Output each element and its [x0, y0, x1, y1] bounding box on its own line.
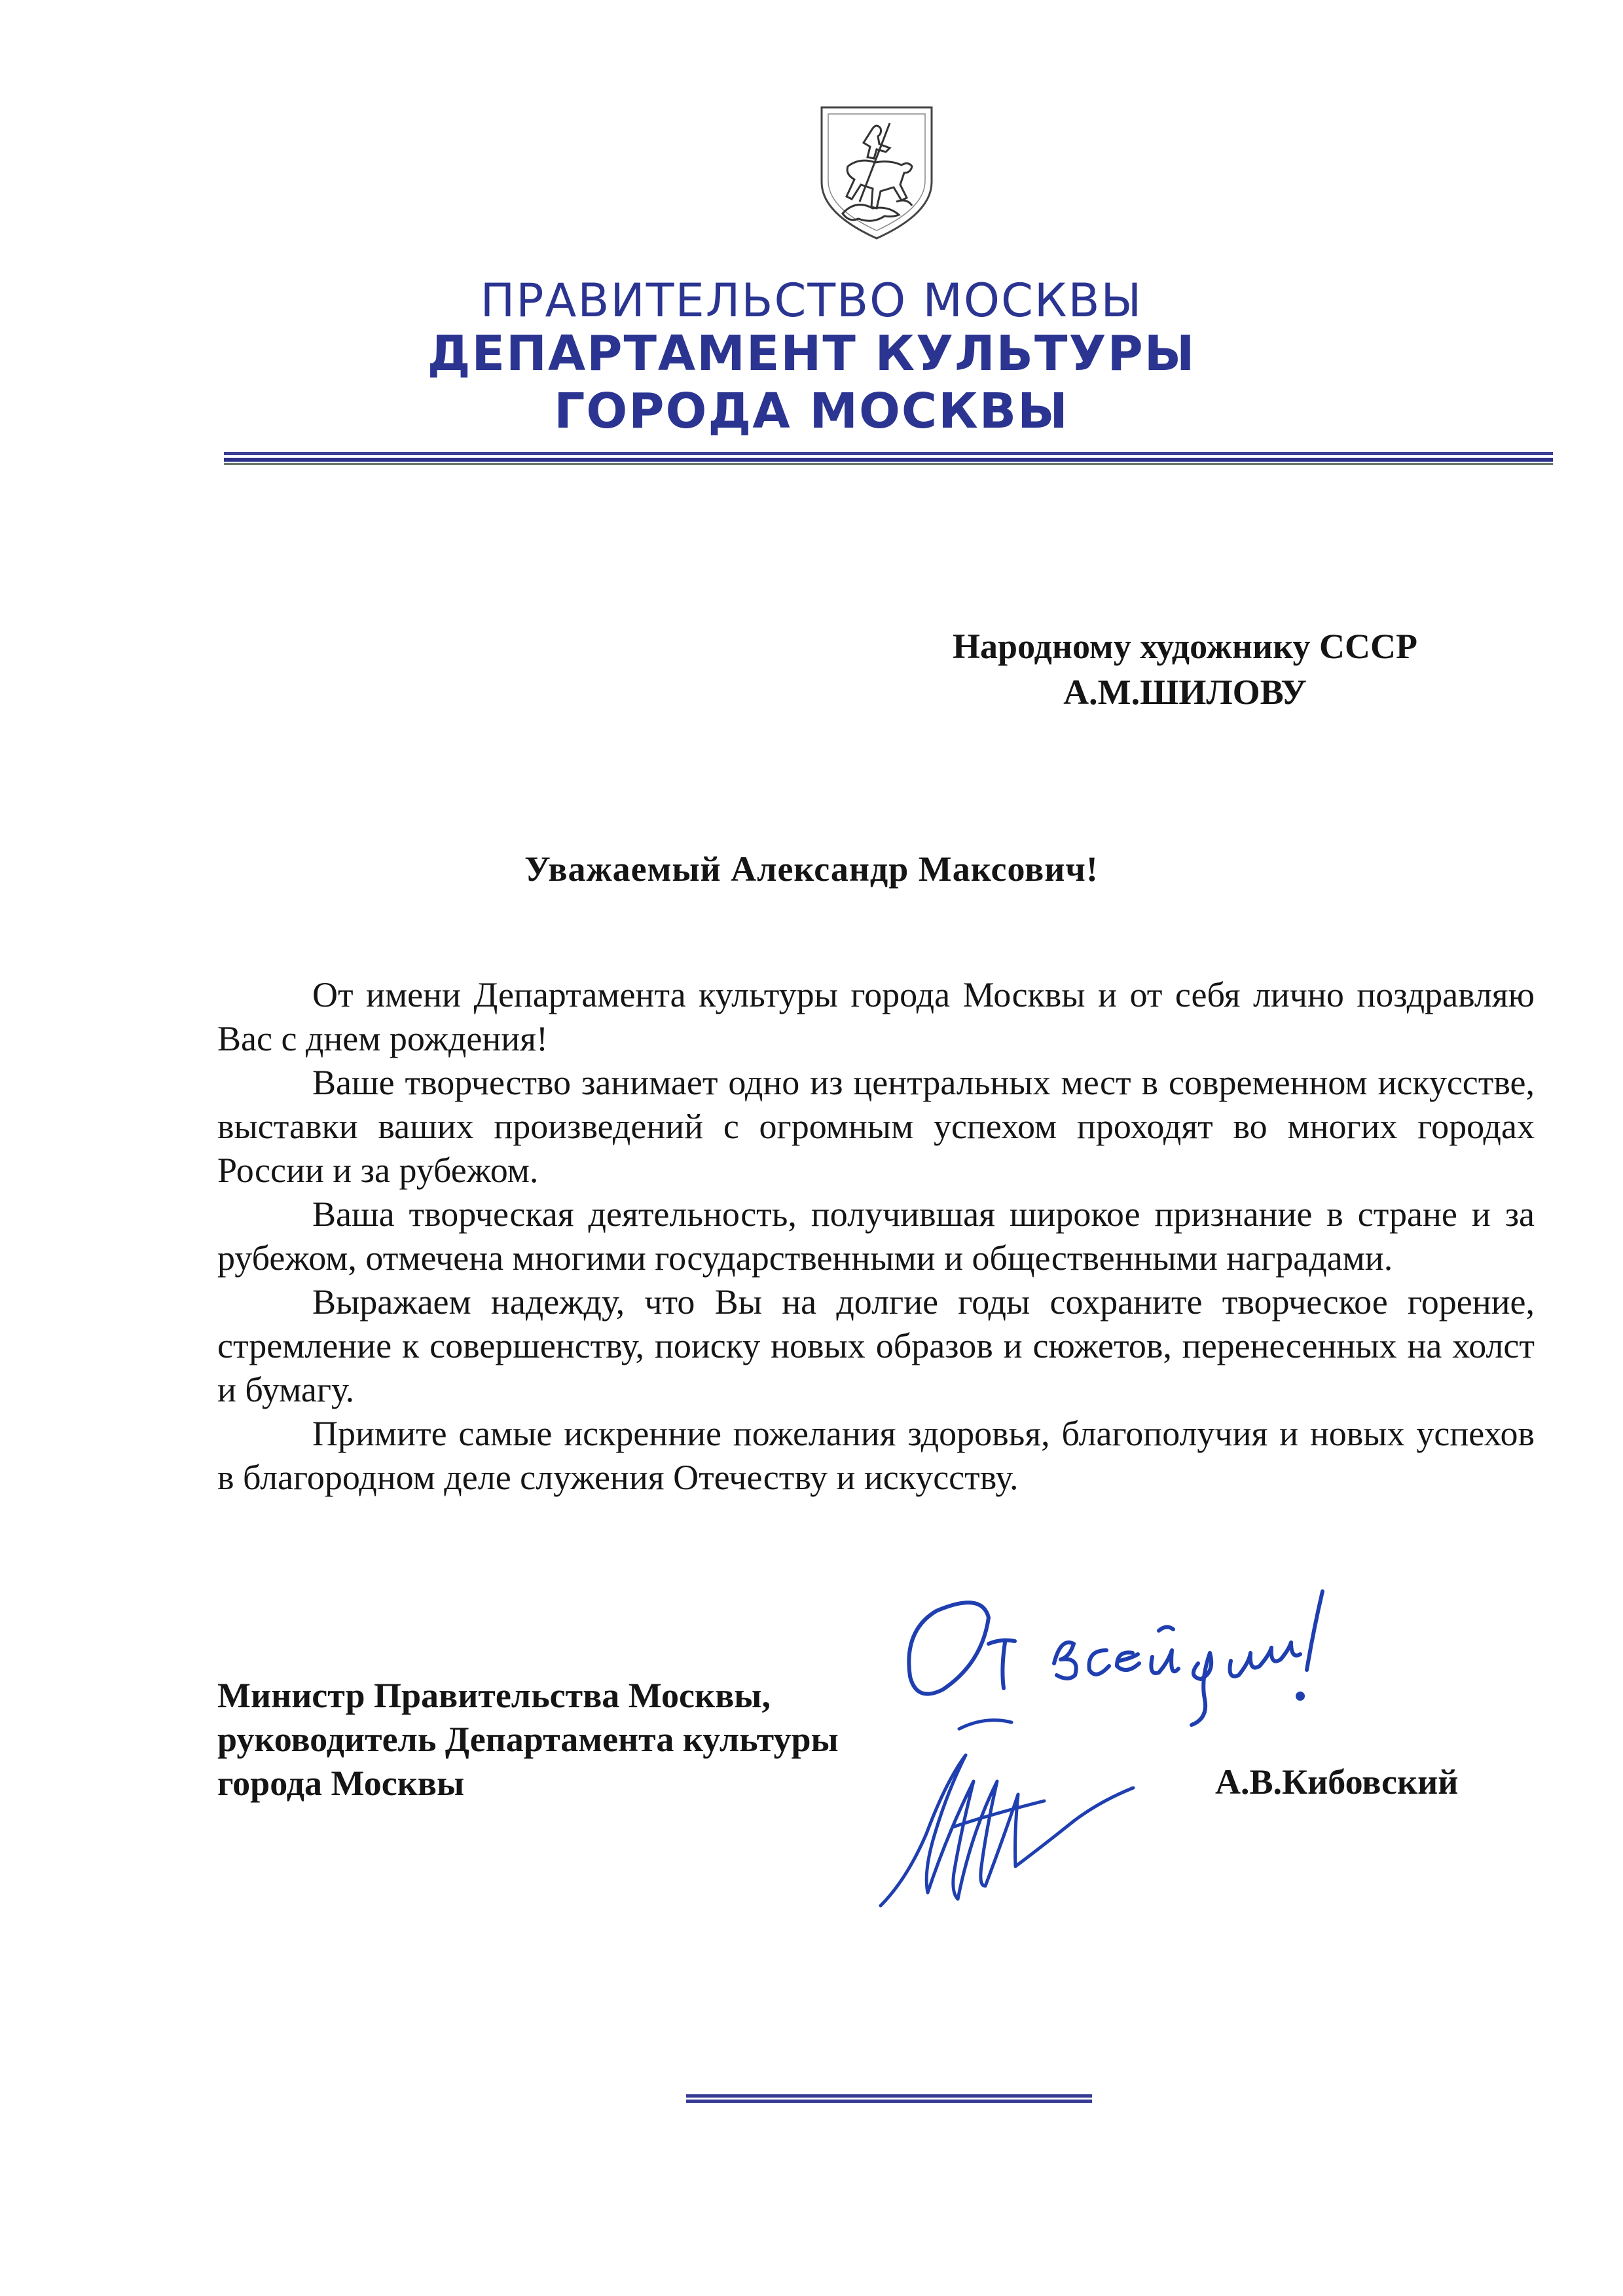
org-name-line2: ДЕПАРТАМЕНТ КУЛЬТУРЫ	[427, 325, 1196, 382]
paragraph: Ваша творческая деятельность, получившая широкое признание в стране и за рубежом, отмечена многими государственными и общественными наградами.	[217, 1194, 1535, 1278]
org-name-line3: ГОРОДА МОСКВЫ	[554, 383, 1069, 439]
signatory-title-line: города Москвы	[217, 1764, 465, 1803]
paragraph: Ваше творчество занимает одно из центральных мест в современном искусстве, выставки ваших произведений с огромным успехом проходят во многих городах России и за рубежом.	[217, 1063, 1535, 1190]
signatory-title	[217, 1674, 964, 1805]
signatory-title-line: руководитель Департамента культуры	[217, 1720, 839, 1759]
addressee-title: Народному художнику СССР	[953, 627, 1417, 666]
paragraph: От имени Департамента культуры города Москвы и от себя лично поздравляю Вас с днем рождения!	[217, 975, 1535, 1058]
salutation: Уважаемый Александр Максович!	[524, 849, 1099, 889]
handwritten-signature	[874, 1709, 1201, 1919]
signatory-title-line: Министр Правительства Москвы,	[217, 1676, 771, 1715]
signatory-name: А.В.Кибовский	[1215, 1762, 1459, 1802]
moscow-coat-of-arms-icon	[816, 103, 937, 242]
addressee-name: А.М.ШИЛОВУ	[1063, 673, 1307, 712]
letterhead-divider	[224, 452, 1553, 466]
footer-divider	[686, 2094, 1092, 2103]
paragraph: Выражаем надежду, что Вы на долгие годы сохраните творческое горение, стремление к совершенству, поиску новых образов и сюжетов, перенесенных на холст и бумагу.	[217, 1282, 1535, 1409]
paragraph: Примите самые искренние пожелания здоровья, благополучия и новых успехов в благородном деле служения Отечеству и искусству.	[217, 1414, 1535, 1497]
addressee-block	[871, 623, 1499, 715]
letter-body	[217, 973, 1535, 1500]
org-name-line1: ПРАВИТЕЛЬСТВО МОСКВЫ	[480, 274, 1143, 327]
